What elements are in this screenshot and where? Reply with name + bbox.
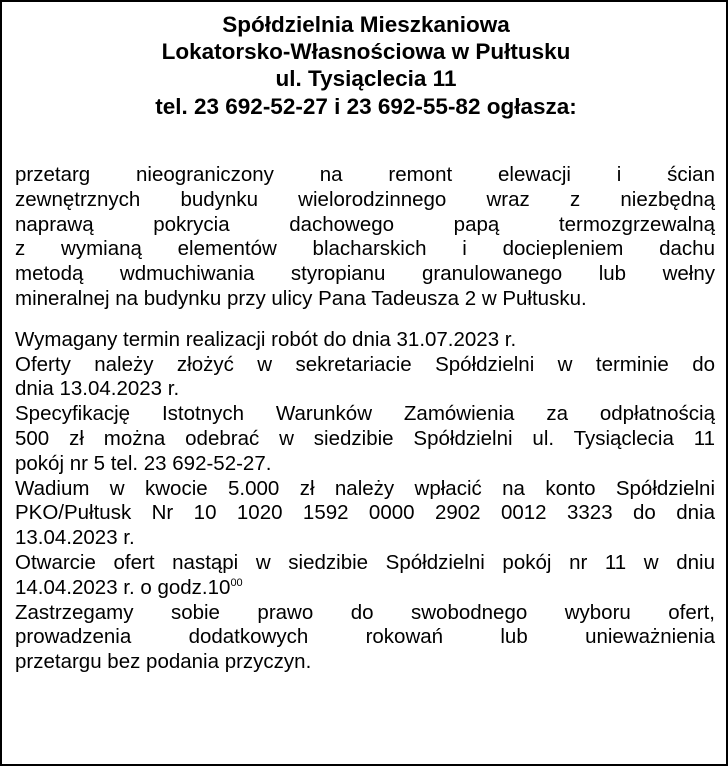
opening-line: Otwarcie ofert nastąpi w siedzibie Spółdzielni pokój nr 11 w dniu [15, 550, 715, 574]
opening-paragraph [15, 551, 715, 601]
offers-paragraph [15, 353, 715, 403]
reservation-line: przetargu bez podania przyczyn. [15, 650, 312, 674]
offers-line: Oferty należy złożyć w sekretariacie Spółdzielni w terminie do [15, 352, 715, 376]
header-line-address: ul. Tysiąclecia 11 [275, 66, 457, 92]
intro-line: zewnętrznych budynku wielorodzinnego wraz z niezbędną [15, 187, 715, 211]
specification-paragraph [15, 402, 715, 476]
header-line-organization-type: Lokatorsko-Własnościowa w Pułtusku [161, 39, 571, 65]
intro-line: naprawą pokrycia dachowego papą termozgrzewalną [15, 212, 715, 236]
header-line-phone: tel. 23 692-52-27 i 23 692-55-82 ogłasza: [155, 93, 577, 119]
specification-line: pokój nr 5 tel. 23 692-52-27. [15, 451, 272, 475]
intro-line: przetarg nieograniczony na remont elewacji i ścian [15, 163, 715, 186]
opening-date-time: 14.04.2023 r. o godz.10 [15, 575, 231, 599]
intro-line: mineralnej na budynku przy ulicy Pana Tadeusza 2 w Pułtusku. [15, 286, 587, 310]
reservation-paragraph [15, 601, 715, 675]
deposit-line: 13.04.2023 r. [15, 526, 135, 550]
header-line-organization: Spółdzielnia Mieszkaniowa [222, 12, 510, 37]
offers-line: dnia 13.04.2023 r. [15, 377, 180, 401]
opening-minutes-superscript: 00 [230, 576, 243, 589]
deposit-line: Wadium w kwocie 5.000 zł należy wpłacić na konto Spółdzielni [15, 476, 715, 500]
deposit-paragraph [15, 477, 715, 551]
notice-body [15, 163, 715, 675]
specification-line: Specyfikację Istotnych Warunków Zamówienia za odpłatnością [15, 402, 715, 426]
intro-line: metodą wdmuchiwania styropianu granulowanego lub wełny [15, 262, 715, 286]
reservation-line: prowadzenia dodatkowych rokowań lub unieważnienia [15, 625, 715, 649]
notice-header [2, 11, 728, 120]
paragraph-gap [15, 312, 715, 328]
reservation-line: Zastrzegamy sobie prawo do swobodnego wyboru ofert, [15, 600, 715, 624]
intro-paragraph [15, 163, 715, 312]
intro-line: z wymianą elementów blacharskich i dociepleniem dachu [15, 237, 715, 261]
deposit-line: PKO/Pułtusk Nr 10 1020 1592 0000 2902 0012 3323 do dnia [15, 501, 715, 525]
completion-term: Wymagany termin realizacji robót do dnia 31.07.2023 r. [15, 327, 517, 351]
specification-line: 500 zł można odebrać w siedzibie Spółdzielni ul. Tysiąclecia 11 [15, 426, 715, 450]
opening-line [15, 576, 715, 601]
